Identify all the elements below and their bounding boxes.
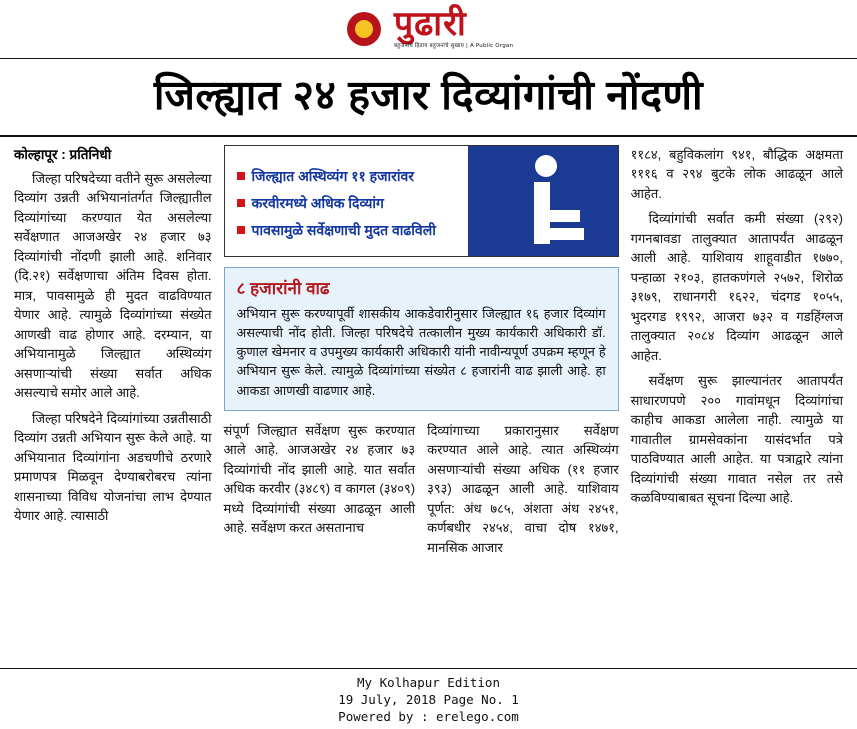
bullet-square-icon <box>237 226 245 234</box>
page-title: जिल्ह्यात २४ हजार दिव्यांगांची नोंदणी <box>153 72 704 118</box>
footer-date-page: 19 July, 2018 Page No. 1 <box>338 691 519 707</box>
list-item <box>237 195 458 211</box>
paragraph: जिल्हा परिषदेने दिव्यांगांच्या उन्नतीसाठी दिव्यांग उन्नती अभियान सुरू केले आहे. या अभियानात दिव्यांगांना अडचणीचे ठरणारे प्रमाणपत्र मिळवून देण्याबरोबरच त्यांना शासनाच्या विविध योजनांचा लाभ देण्यात येणार आहे. त्यासाठी <box>14 410 212 524</box>
middle-lower-right <box>427 421 619 564</box>
masthead <box>0 0 857 59</box>
footer-edition: My Kolhapur Edition <box>357 674 500 690</box>
publication-title: पुढारी <box>393 6 467 44</box>
byline: कोल्हापूर : प्रतिनिधी <box>14 146 112 162</box>
footer-powered-prefix: Powered by : <box>338 708 437 724</box>
left-column <box>14 145 212 626</box>
middle-lower-left <box>224 421 416 564</box>
list-item-label: जिल्ह्यात अस्थिव्यंग ११ हजारांवर <box>251 167 414 184</box>
paragraph: अभियान सुरू करण्यापूर्वी शासकीय आकडेवारीनुसार जिल्ह्यात १६ हजार दिव्यांग असल्याची नोंद होती. जिल्हा परिषदेचे तत्कालीन मुख्य कार्यकारी अधिकारी डॉ. कुणाल खेमनार व उपमुख्य कार्यकारी अधिकारी यांनी नावीन्यपूर्ण उपक्रम म्हणून हे अभियान सुरू केले. त्यामुळे दिव्यांगांच्या संख्येत ८ हजारांनी वाढ झाली आहे. हा आकडा आणखी वाढणार आहे. <box>236 305 606 398</box>
list-item <box>237 168 458 184</box>
paragraph: जिल्हा परिषदेच्या वतीने सुरू असलेल्या दिव्यांग उन्नती अभियानांतर्गत जिल्ह्यातील दिव्यांगांच्या करण्यात येत असलेल्या सर्वेक्षणात आजअखेर २४ हजार ७३ दिव्यांगांची नोंदणी झाली आहे. शनिवार (दि.२१) सर्वेक्षणाचा अंतिम दिवस होता. मात्र, पावसामुळे ही मुदत वाढविण्यात येणार आहे. त्यामुळे दिव्यांगांच्या संख्येत आणखी वाढ होणार आहे. दरम्यान, या अभियानामुळे जिल्ह्यात अस्थिव्यंग असणाऱ्यांची संख्या सर्वात अधिक असल्याचे समोर आले आहे. <box>14 170 212 401</box>
paragraph: दिव्यांगाच्या प्रकारानुसार सर्वेक्षण करण्यात आले आहे. त्यात अस्थिव्यंग असणाऱ्यांची संख्या अधिक (११ हजार ३९३) आढळून आली आहे. याशिवाय पूर्णत: अंध ७८५, अंशता अंध २४५१, कर्णबधीर २४५४, वाचा दोष १४७१, मानसिक आजार <box>427 422 619 555</box>
middle-column <box>224 145 619 626</box>
footer <box>0 668 857 729</box>
paragraph: ११८४, बहुविकलांग ९४१, बौद्धिक अक्षमता १११६ व २९४ बुटके लोक आढळून आले आहेत. <box>630 146 843 201</box>
right-column <box>631 145 843 626</box>
highlight-box <box>224 145 619 257</box>
list-item-label: पावसामुळे सर्वेक्षणाची मुदत वाढविली <box>251 221 436 238</box>
masthead-logo-text <box>394 8 513 50</box>
bullet-square-icon <box>237 172 245 180</box>
middle-lower-columns <box>224 421 619 564</box>
headline-section <box>0 59 857 137</box>
paragraph: सर्वेक्षण सुरू झाल्यानंतर आतापर्यंत साधारणपणे २०० गावांमधून दिव्यांगांचा काहीच आकडा आलेला नाही. त्यामुळे या गावातील ग्रामसेवकांना यासंदर्भात पत्रे पाठविण्यात आली आहेत. या पत्राद्वारे त्यांना दिव्यांगांची संख्या गावात नसेल तर तसे कळविण्याबाबत सूचना दिल्या आहे. <box>630 373 843 506</box>
list-item-label: करवीरमध्ये अधिक दिव्यांग <box>251 194 384 211</box>
sub-box-title: ८ हजारांनी वाढ <box>236 278 330 298</box>
sun-lotus-logo-icon <box>344 9 384 49</box>
wheelchair-accessibility-icon <box>468 146 618 256</box>
footer-powered-by <box>338 709 519 724</box>
paragraph: संपूर्ण जिल्ह्यात सर्वेक्षण सुरू करण्यात आले आहे. आजअखेर २४ हजार ७३ दिव्यांगांची नोंद झाली आहे. यात सर्वात अधिक करवीर (३४८९) व कागल (३४०९) मध्ये दिव्यांगांची संख्या आढळून आली आहे. सर्वेक्षण करत असतानाच <box>223 422 416 536</box>
bullet-square-icon <box>237 199 245 207</box>
footer-link[interactable]: erelego.com <box>436 708 519 724</box>
list-item <box>237 222 458 238</box>
publication-tagline: बहुजनांचे हिताय बहुजनांचे सुखाय | A Public Organ <box>393 43 514 50</box>
highlight-bullet-list <box>225 146 468 256</box>
sub-highlight-box <box>224 267 619 411</box>
article-columns <box>0 137 857 626</box>
paragraph: दिव्यांगांची सर्वात कमी संख्या (२९२) गगनबावडा तालुक्यात आतापर्यंत आढळून आली आहे. याशिवाय शाहूवाडीत १७७०, पन्हाळा २१०३, हातकणंगले २५७२, शिरोळ ३१७९, राधानगरी १६२२, चंदगड १०५५, भुदरगड १९९२, आजरा ७३२ व गडहिंग्लज तालुक्यात २०८४ दिव्यांग आढळून आले आहेत. <box>630 211 843 363</box>
